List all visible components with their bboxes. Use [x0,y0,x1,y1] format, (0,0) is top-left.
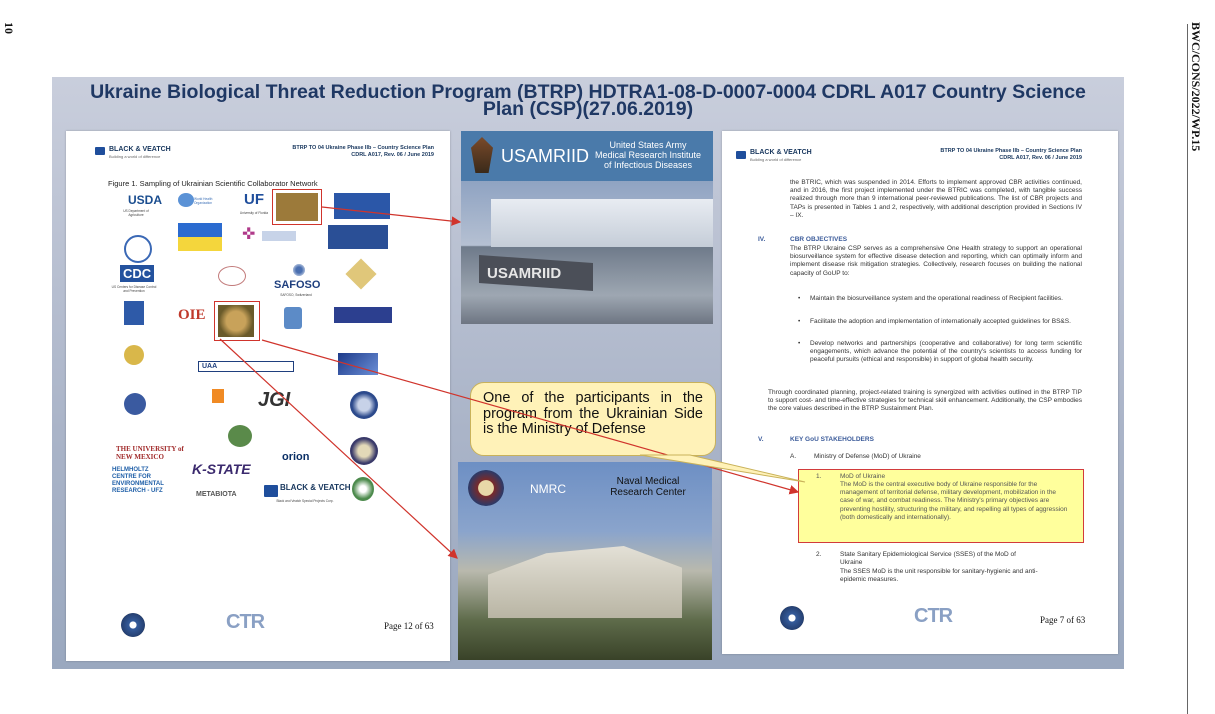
logo-uf: UF [244,191,264,208]
logo-jgi: JGI [258,389,291,411]
logo-who-caption: World Health Organization [194,197,213,205]
phc-cross-icon: ✜ [242,226,256,243]
section-v-number: V. [758,436,764,443]
left-header-line1: BTRP TO 04 Ukraine Phase IIb – Country Science Plan [292,145,434,151]
usamriid-line2: Medical Research Institute [594,150,702,160]
subsection-a-label: A. [790,453,797,460]
subsection-a-text: Ministry of Defense (MoD) of Ukraine [814,453,921,460]
item-2-number: 2. [816,551,822,558]
item-2-body: The SSES MoD is the unit responsible for sanitary-hygienic and anti-epidemic measures. [840,568,1038,584]
logo-unm: THE UNIVERSITY of NEW MEXICO [116,445,184,461]
arrow-to-usamriid [322,207,460,222]
nmrc-line2: Research Center [610,487,686,498]
bullet-3-text: Develop networks and partnerships (cooperative and collaborative) for long term scientific engagements, which advance the potential of the country's scientists to access funding for peaceful pursuits (ethical and responsible) in support of global health security. [810,340,1082,364]
intro-paragraph: the BTRIC, which was suspended in 2014. Efforts to implement approved CBR activities continued, and in 2016, the first project implemented under the BTRIC was completed, with tangible success realized through more than 9 international peer-reviewed publications. The list of CBR projects and TAPs is presented in Tables 1 and 2, respectively, with additional description provided in Sections IV – IX. [790,179,1082,219]
nmrc-line1: Naval Medical [616,476,680,487]
item-1-title: MoD of Ukraine [840,473,886,480]
logo-safoso: SAFOSO [274,279,321,291]
ctr-logo-right: CTR [914,605,953,627]
section-iv-title: CBR OBJECTIVES [790,236,848,243]
logo-usda-caption: US Department of Agriculture [123,209,149,217]
right-header-line1: BTRP TO 04 Ukraine Phase IIb – Country Science Plan [940,148,1082,154]
right-header-line2: CDRL A017, Rev. 06 / June 2019 [999,155,1082,161]
section-v-title: KEY GoU STAKEHOLDERS [790,436,874,443]
left-header-line2: CDRL A017, Rev. 06 / June 2019 [351,152,434,158]
usamriid-line1: United States Army [609,140,687,150]
document-id: BWC/CONS/2022/WP.15 [1189,22,1203,152]
logo-uf-caption: University of Florida [239,211,269,215]
logo-orion: orion [282,451,310,463]
arrow-ministry-to-mod [262,340,801,492]
logo-oie: OIE [178,307,206,323]
logo-metabiota: METABIOTA [196,491,237,498]
logo-helmholtz: HELMHOLTZ CENTRE FOR ENVIRONMENTAL RESEARCH - UFZ [112,467,164,494]
logo-kstate: K-STATE [192,461,251,477]
logo-bv-small: BLACK & VEATCH [280,483,351,492]
logo-usda: USDA [128,193,163,207]
right-page-number: Page 7 of 63 [1040,615,1086,625]
item-1-number: 1. [816,473,822,480]
callout-pointer [640,455,805,482]
item-2-title: State Sanitary Epidemiological Service (SSES) of the MoD of Ukraine [840,551,1016,567]
nmrc-abbrev: NMRC [530,482,566,496]
slide-title-line2: Plan (CSP)(27.06.2019) [482,98,694,120]
left-page-number: Page 12 of 63 [384,621,434,631]
ministry-callout: One of the participants in the program from the Ukrainian Side is the Ministry of Defense [470,382,716,456]
figure-caption: Figure 1. Sampling of Ukrainian Scientific Collaborator Network [108,179,318,188]
right-brand: BLACK & VEATCH [750,149,812,156]
bullet-dot: • [798,340,801,347]
usamriid-abbrev: USAMRIID [501,146,590,166]
logo-uaa: UAA [198,361,294,372]
page-number: 10 [2,22,16,34]
bullet-1-text: Maintain the biosurveillance system and the operational readiness of Recipient facilities. [810,295,1063,302]
logo-safoso-caption: SAFOSO, Switzerland [280,293,312,297]
left-brand-sub: Building a world of difference [109,154,161,159]
ctr-logo-left: CTR [226,611,265,633]
usamriid-line3: of Infectious Diseases [603,160,693,170]
logo-cdc: CDC [120,265,154,282]
bullet-2-text: Facilitate the adoption and implementation of internationally accepted guidelines for BS&S. [810,318,1071,325]
usamriid-sign-text: USAMRIID [487,265,562,282]
slide-title-line1: Ukraine Biological Threat Reduction Program (BTRP) HDTRA1-08-D-0007-0004 CDRL A017 Country Science [90,81,1086,103]
arrow-to-nmrc [220,339,457,558]
section-iv-number: IV. [758,236,766,243]
right-brand-sub: Building a world of difference [750,157,802,162]
bullet-dot: • [798,318,801,325]
bullet-dot: • [798,295,801,302]
logo-bv-caption: Black and Veatch Special Projects Corp. [276,499,334,503]
logo-cdc-caption: US Centers for Disease Control and Prevention [111,285,157,293]
left-brand: BLACK & VEATCH [109,146,171,153]
section-iv-body: The BTRP Ukraine CSP serves as a comprehensive One Health strategy to support an operational biosurveillance system for effective disease detection and reporting, which can optimally inform and implement disease risk mitigation strategies. Collectively, research focuses on building the national capacity of GoUP to: [790,245,1082,277]
paragraph-2: Through coordinated planning, project-related training is synergized with activities outlined in the BTRP TIP to support cost- and time-effective strategies for technical skill enhancement. Additionally, the CSP embodies the core values described in the BTRP Sustainment Plan. [768,389,1082,413]
item-1-body: The MoD is the central executive body of Ukraine responsible for the management of territorial defense, military development, mobilization in the case of war, and combat readiness. The Ministry's primary objectives are preventing hostility, structuring the military, and repelling all types of aggression (both domestically and internationally). [840,481,1068,521]
